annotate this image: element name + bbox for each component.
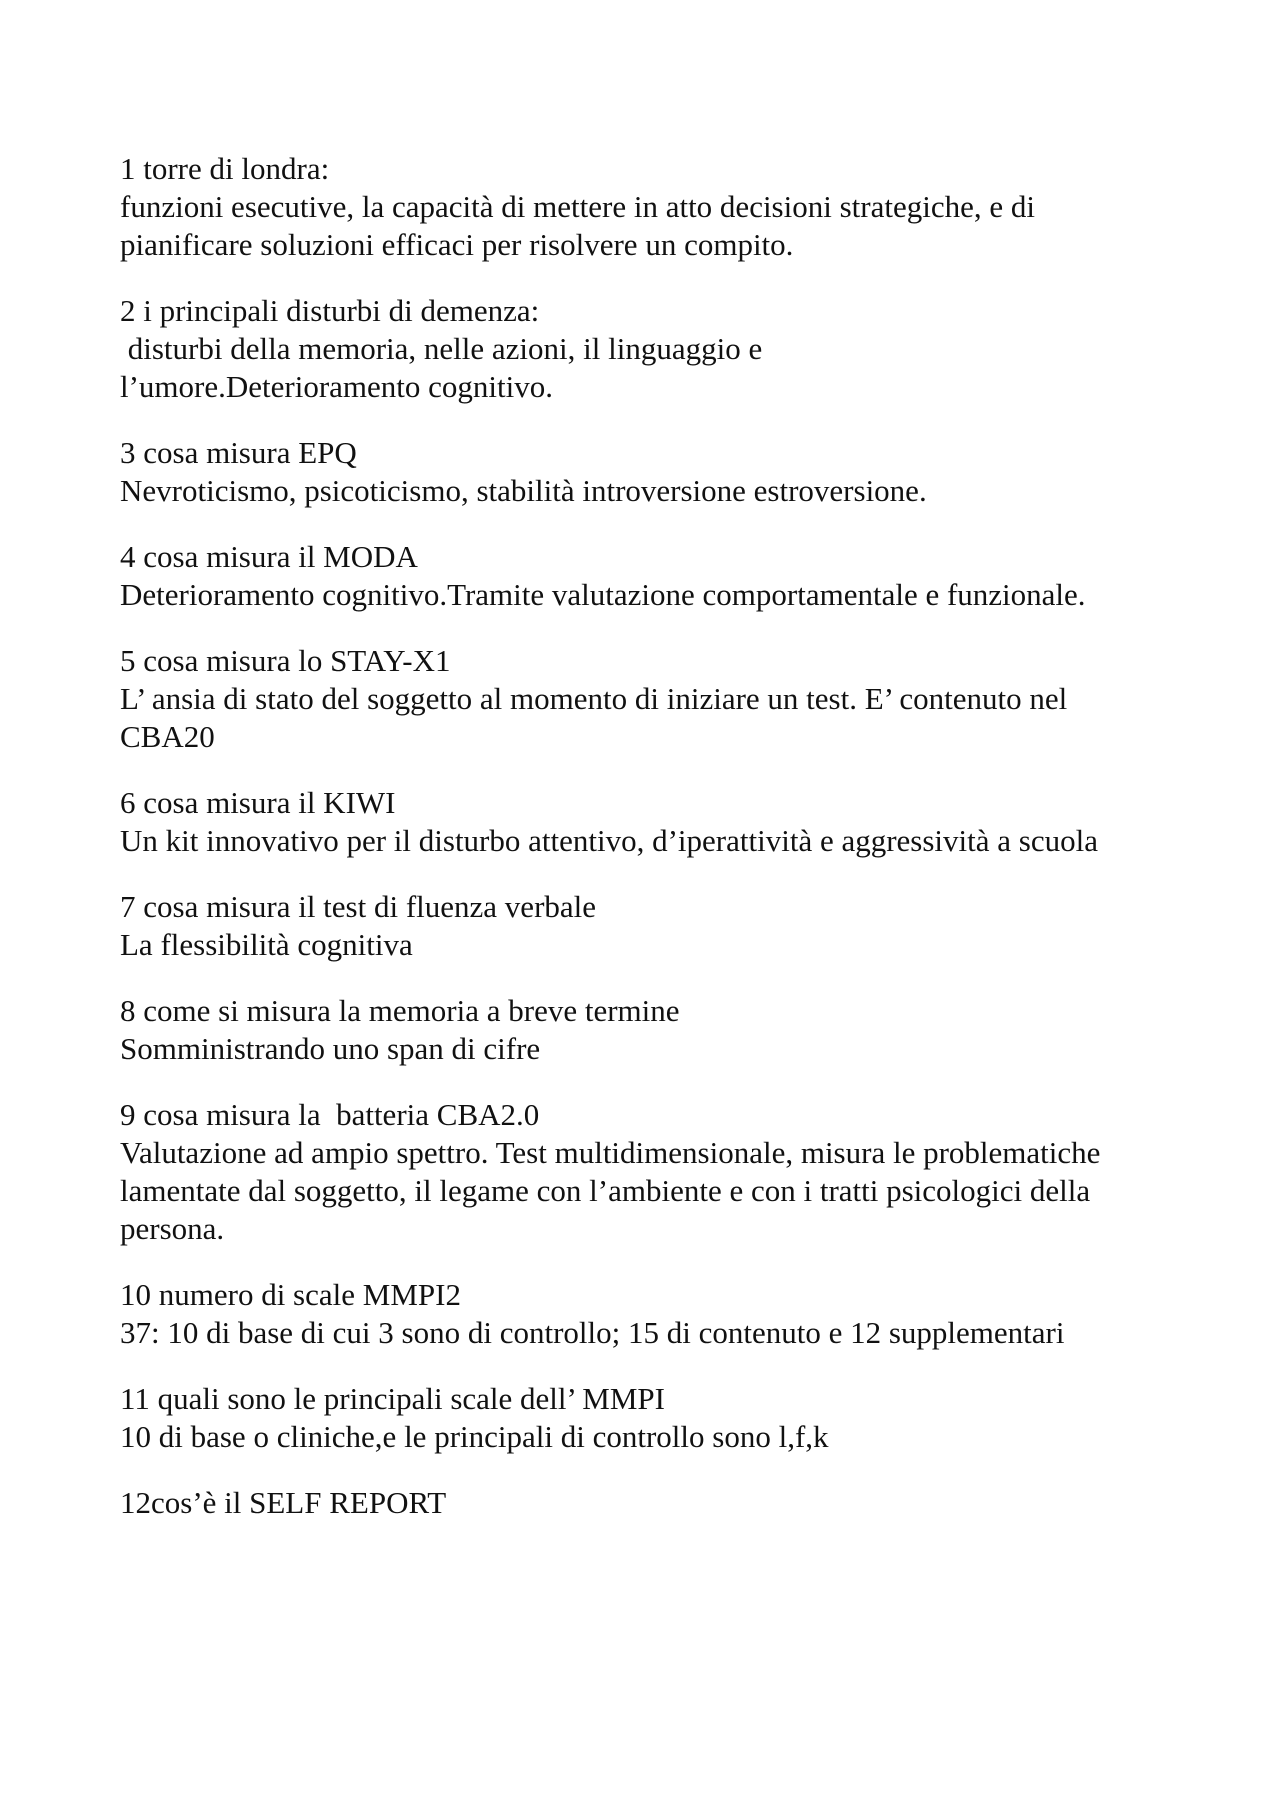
qa-item-4 (120, 538, 1160, 614)
document-content (120, 150, 1160, 1550)
question-6: 6 cosa misura il KIWI (120, 785, 396, 820)
answer-4: Deterioramento cognitivo.Tramite valutazione comportamentale e funzionale. (120, 577, 1086, 612)
question-7: 7 cosa misura il test di fluenza verbale (120, 889, 597, 924)
answer-6: Un kit innovativo per il disturbo attentivo, d’iperattività e aggressività a scuola (120, 823, 1098, 858)
question-1: 1 torre di londra: (120, 151, 330, 186)
answer-8: Somministrando uno span di cifre (120, 1031, 541, 1066)
question-4: 4 cosa misura il MODA (120, 539, 418, 574)
question-9: 9 cosa misura la batteria CBA2.0 (120, 1097, 540, 1132)
qa-item-7 (120, 888, 1160, 964)
answer-5: L’ ansia di stato del soggetto al momento di iniziare un test. E’ contenuto nel CBA20 (120, 681, 1076, 754)
qa-item-5 (120, 642, 1160, 756)
qa-item-9 (120, 1096, 1160, 1248)
qa-item-10 (120, 1276, 1160, 1352)
answer-1: funzioni esecutive, la capacità di mettere in atto decisioni strategiche, e di pianificare soluzioni efficaci per risolvere un compito. (120, 189, 1043, 262)
question-8: 8 come si misura la memoria a breve termine (120, 993, 680, 1028)
answer-3: Nevroticismo, psicoticismo, stabilità introversione estroversione. (120, 473, 927, 508)
answer-11: 10 di base o cliniche,e le principali di controllo sono l,f,k (120, 1419, 829, 1454)
qa-item-12 (120, 1484, 1160, 1522)
question-2: 2 i principali disturbi di demenza: (120, 293, 540, 328)
qa-item-3 (120, 434, 1160, 510)
qa-item-11 (120, 1380, 1160, 1456)
answer-7: La flessibilità cognitiva (120, 927, 413, 962)
answer-2: disturbi della memoria, nelle azioni, il linguaggio e l’umore.Deterioramento cognitivo. (120, 331, 763, 404)
answer-10: 37: 10 di base di cui 3 sono di controllo; 15 di contenuto e 12 supplementari (120, 1315, 1065, 1350)
qa-item-1 (120, 150, 1160, 264)
question-11: 11 quali sono le principali scale dell’ MMPI (120, 1381, 665, 1416)
qa-item-2 (120, 292, 1160, 406)
answer-9: Valutazione ad ampio spettro. Test multidimensionale, misura le problematiche lamentate dal soggetto, il legame con l’ambiente e con i tratti psicologici della persona. (120, 1135, 1109, 1246)
question-3: 3 cosa misura EPQ (120, 435, 357, 470)
qa-item-8 (120, 992, 1160, 1068)
question-5: 5 cosa misura lo STAY-X1 (120, 643, 451, 678)
qa-item-6 (120, 784, 1160, 860)
question-12: 12cos’è il SELF REPORT (120, 1485, 447, 1520)
question-10: 10 numero di scale MMPI2 (120, 1277, 461, 1312)
